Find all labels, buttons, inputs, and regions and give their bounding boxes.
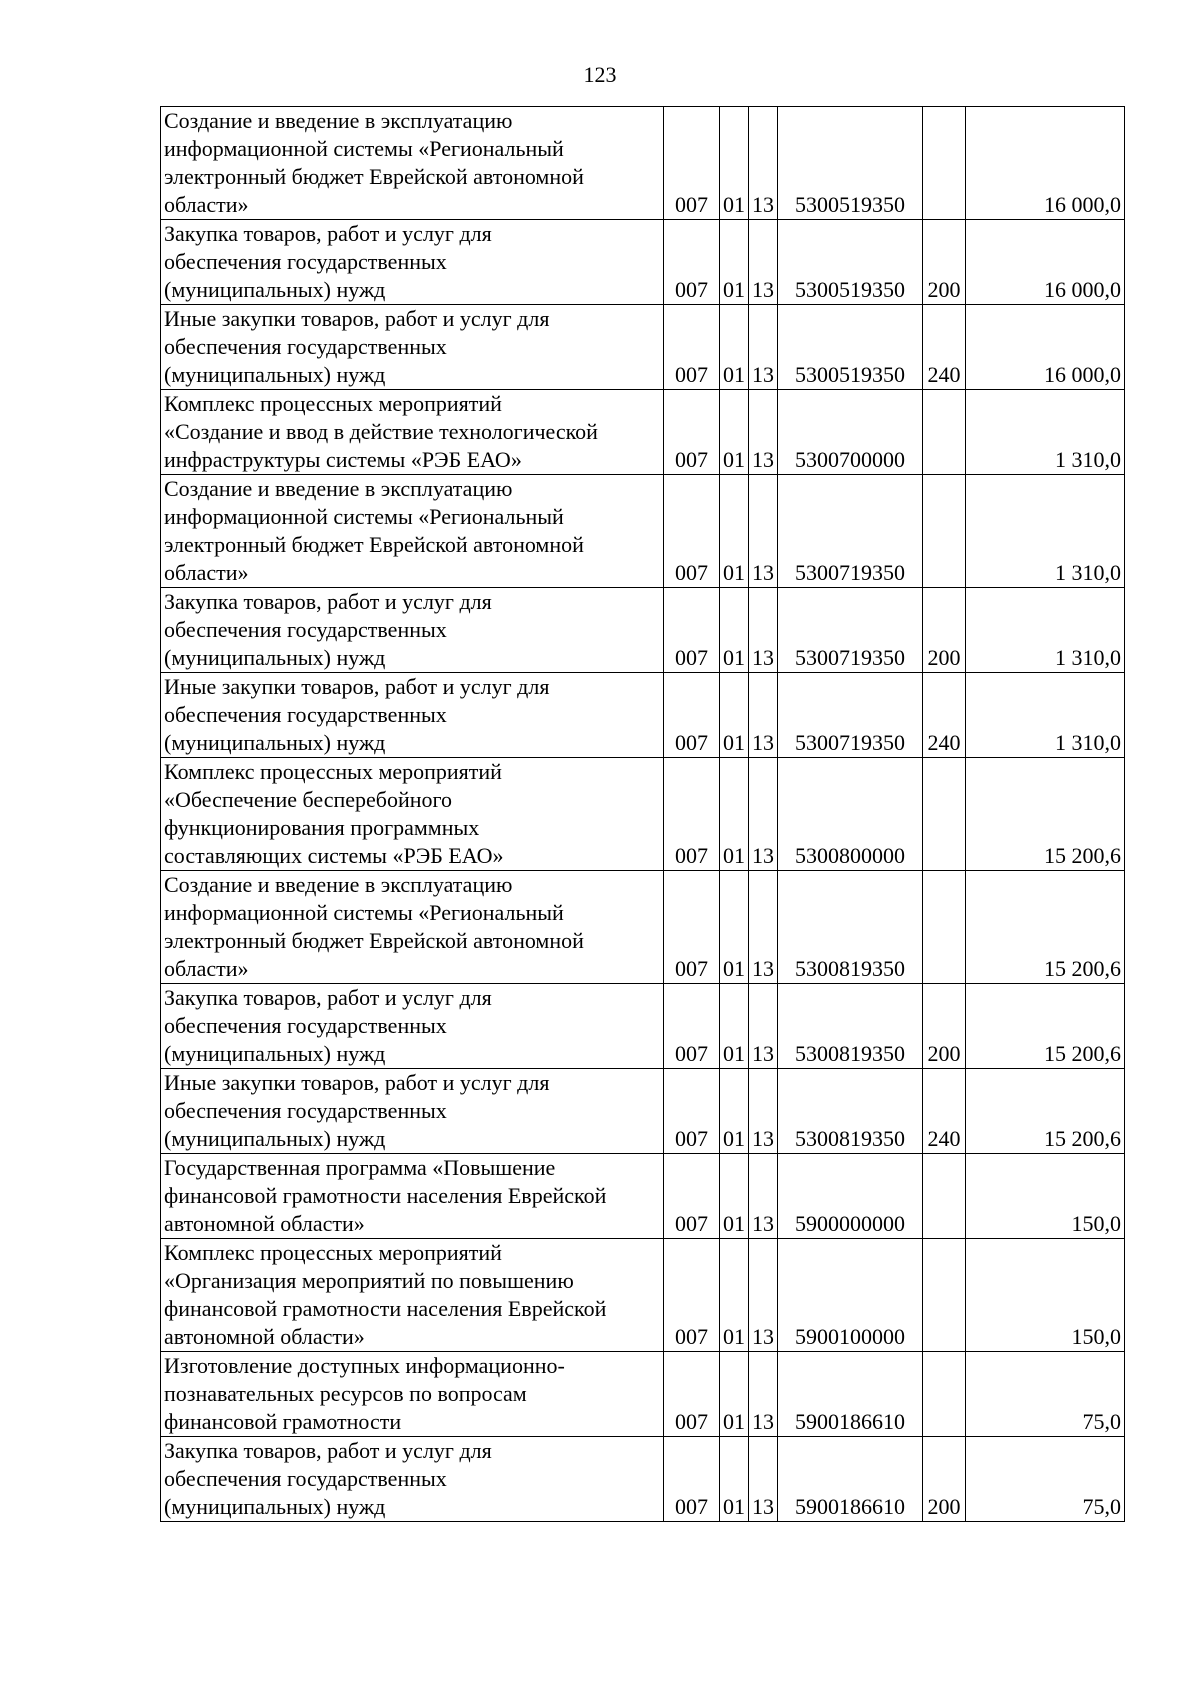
table-row <box>161 871 1125 984</box>
amount: 1 310,0 <box>966 588 1125 673</box>
expense-type-code <box>923 390 966 475</box>
subsection-code: 13 <box>749 984 778 1069</box>
admin-code: 007 <box>664 220 720 305</box>
admin-code: 007 <box>664 1437 720 1522</box>
admin-code: 007 <box>664 390 720 475</box>
section-code: 01 <box>720 871 749 984</box>
row-description: Закупка товаров, работ и услуг для обеспечения государственных (муниципальных) нужд <box>161 984 664 1069</box>
admin-code: 007 <box>664 758 720 871</box>
admin-code: 007 <box>664 871 720 984</box>
amount: 1 310,0 <box>966 673 1125 758</box>
admin-code: 007 <box>664 588 720 673</box>
expense-type-code: 200 <box>923 588 966 673</box>
expense-type-code <box>923 1239 966 1352</box>
expense-type-code: 200 <box>923 220 966 305</box>
budget-table-body <box>161 107 1125 1522</box>
subsection-code: 13 <box>749 390 778 475</box>
expense-type-code: 200 <box>923 984 966 1069</box>
row-description: Иные закупки товаров, работ и услуг для обеспечения государственных (муниципальных) нужд <box>161 305 664 390</box>
row-description: Комплекс процессных мероприятий «Обеспечение бесперебойного функционирования программных составляющих системы «РЭБ ЕАО» <box>161 758 664 871</box>
budget-table <box>160 106 1125 1522</box>
target-article-code: 5300519350 <box>778 220 923 305</box>
expense-type-code: 200 <box>923 1437 966 1522</box>
amount: 75,0 <box>966 1437 1125 1522</box>
amount: 150,0 <box>966 1154 1125 1239</box>
target-article-code: 5300819350 <box>778 1069 923 1154</box>
expense-type-code <box>923 1352 966 1437</box>
amount: 75,0 <box>966 1352 1125 1437</box>
amount: 1 310,0 <box>966 475 1125 588</box>
target-article-code: 5300819350 <box>778 984 923 1069</box>
admin-code: 007 <box>664 1352 720 1437</box>
subsection-code: 13 <box>749 220 778 305</box>
admin-code: 007 <box>664 107 720 220</box>
table-row <box>161 673 1125 758</box>
section-code: 01 <box>720 107 749 220</box>
admin-code: 007 <box>664 1154 720 1239</box>
admin-code: 007 <box>664 475 720 588</box>
section-code: 01 <box>720 475 749 588</box>
table-row <box>161 1352 1125 1437</box>
table-row <box>161 1069 1125 1154</box>
table-row <box>161 390 1125 475</box>
page-number: 123 <box>583 62 617 87</box>
target-article-code: 5300519350 <box>778 305 923 390</box>
target-article-code: 5900186610 <box>778 1437 923 1522</box>
row-description: Иные закупки товаров, работ и услуг для обеспечения государственных (муниципальных) нужд <box>161 673 664 758</box>
target-article-code: 5900000000 <box>778 1154 923 1239</box>
section-code: 01 <box>720 1352 749 1437</box>
section-code: 01 <box>720 1154 749 1239</box>
row-description: Государственная программа «Повышение финансовой грамотности населения Еврейской автономной области» <box>161 1154 664 1239</box>
expense-type-code <box>923 107 966 220</box>
target-article-code: 5300700000 <box>778 390 923 475</box>
subsection-code: 13 <box>749 1352 778 1437</box>
row-description: Создание и введение в эксплуатацию информационной системы «Региональный электронный бюджет Еврейской автономной области» <box>161 107 664 220</box>
amount: 16 000,0 <box>966 305 1125 390</box>
section-code: 01 <box>720 1069 749 1154</box>
table-row <box>161 475 1125 588</box>
expense-type-code <box>923 871 966 984</box>
admin-code: 007 <box>664 305 720 390</box>
admin-code: 007 <box>664 1239 720 1352</box>
expense-type-code: 240 <box>923 673 966 758</box>
table-row <box>161 107 1125 220</box>
expense-type-code <box>923 758 966 871</box>
subsection-code: 13 <box>749 305 778 390</box>
target-article-code: 5300719350 <box>778 673 923 758</box>
subsection-code: 13 <box>749 871 778 984</box>
row-description: Комплекс процессных мероприятий «Организация мероприятий по повышению финансовой грамотности населения Еврейской автономной области» <box>161 1239 664 1352</box>
table-row <box>161 984 1125 1069</box>
subsection-code: 13 <box>749 1239 778 1352</box>
subsection-code: 13 <box>749 1154 778 1239</box>
row-description: Изготовление доступных информационно- познавательных ресурсов по вопросам финансовой грамотности <box>161 1352 664 1437</box>
target-article-code: 5300519350 <box>778 107 923 220</box>
subsection-code: 13 <box>749 1069 778 1154</box>
table-row <box>161 758 1125 871</box>
subsection-code: 13 <box>749 475 778 588</box>
row-description: Создание и введение в эксплуатацию информационной системы «Региональный электронный бюджет Еврейской автономной области» <box>161 475 664 588</box>
row-description: Комплекс процессных мероприятий «Создание и ввод в действие технологической инфраструктуры системы «РЭБ ЕАО» <box>161 390 664 475</box>
row-description: Закупка товаров, работ и услуг для обеспечения государственных (муниципальных) нужд <box>161 588 664 673</box>
section-code: 01 <box>720 588 749 673</box>
section-code: 01 <box>720 305 749 390</box>
amount: 15 200,6 <box>966 758 1125 871</box>
table-row <box>161 588 1125 673</box>
amount: 15 200,6 <box>966 1069 1125 1154</box>
target-article-code: 5900100000 <box>778 1239 923 1352</box>
row-description: Закупка товаров, работ и услуг для обеспечения государственных (муниципальных) нужд <box>161 1437 664 1522</box>
expense-type-code <box>923 1154 966 1239</box>
admin-code: 007 <box>664 984 720 1069</box>
section-code: 01 <box>720 390 749 475</box>
table-row <box>161 305 1125 390</box>
section-code: 01 <box>720 220 749 305</box>
row-description: Закупка товаров, работ и услуг для обеспечения государственных (муниципальных) нужд <box>161 220 664 305</box>
amount: 1 310,0 <box>966 390 1125 475</box>
section-code: 01 <box>720 984 749 1069</box>
subsection-code: 13 <box>749 1437 778 1522</box>
section-code: 01 <box>720 673 749 758</box>
admin-code: 007 <box>664 1069 720 1154</box>
target-article-code: 5300819350 <box>778 871 923 984</box>
table-row <box>161 1154 1125 1239</box>
amount: 15 200,6 <box>966 984 1125 1069</box>
admin-code: 007 <box>664 673 720 758</box>
amount: 16 000,0 <box>966 107 1125 220</box>
amount: 15 200,6 <box>966 871 1125 984</box>
table-row <box>161 1239 1125 1352</box>
expense-type-code: 240 <box>923 1069 966 1154</box>
subsection-code: 13 <box>749 673 778 758</box>
target-article-code: 5300719350 <box>778 475 923 588</box>
row-description: Создание и введение в эксплуатацию информационной системы «Региональный электронный бюджет Еврейской автономной области» <box>161 871 664 984</box>
table-row <box>161 1437 1125 1522</box>
expense-type-code: 240 <box>923 305 966 390</box>
expense-type-code <box>923 475 966 588</box>
target-article-code: 5900186610 <box>778 1352 923 1437</box>
subsection-code: 13 <box>749 107 778 220</box>
section-code: 01 <box>720 758 749 871</box>
section-code: 01 <box>720 1239 749 1352</box>
target-article-code: 5300719350 <box>778 588 923 673</box>
amount: 150,0 <box>966 1239 1125 1352</box>
table-row <box>161 220 1125 305</box>
subsection-code: 13 <box>749 758 778 871</box>
subsection-code: 13 <box>749 588 778 673</box>
target-article-code: 5300800000 <box>778 758 923 871</box>
section-code: 01 <box>720 1437 749 1522</box>
row-description: Иные закупки товаров, работ и услуг для обеспечения государственных (муниципальных) нужд <box>161 1069 664 1154</box>
amount: 16 000,0 <box>966 220 1125 305</box>
